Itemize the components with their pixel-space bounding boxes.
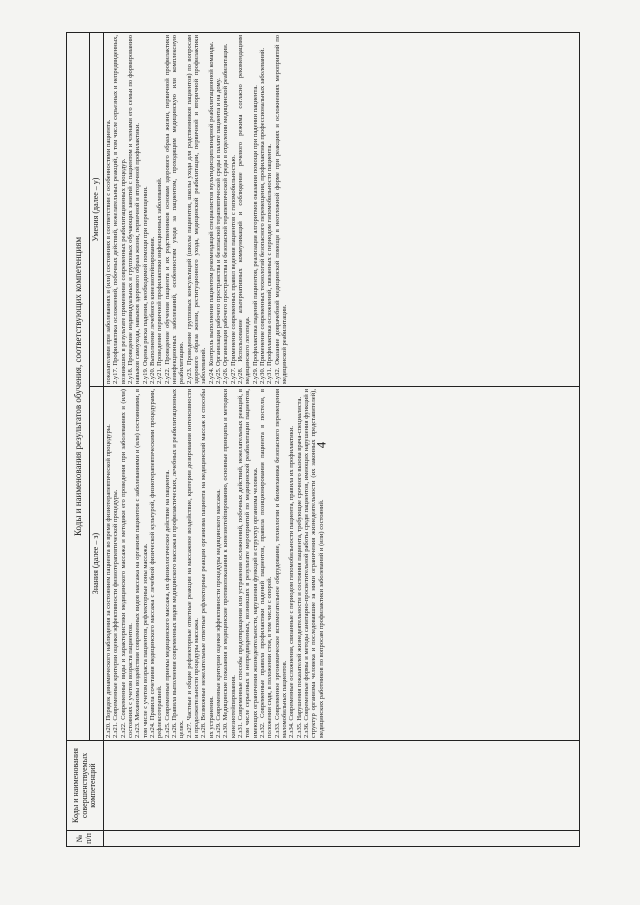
skill-item: 2.у25. Организация рабочего пространства и безопасной терапевтической среды в палате пациента и на дому. <box>214 78 222 384</box>
skill-item: 2.у22. Проведение обучения пациента и их родственников основам здорового образа жизни, первичной профилактики неинфекционных заболеваний, особенностям ухода за пациентом, проходящим медицинскую или комплексную реабилитацию. <box>163 35 186 384</box>
header-results: Коды и наименования результатов обучения, соответствующих компетенциям <box>67 33 90 741</box>
cell-skills <box>104 33 580 387</box>
cell-number <box>104 831 580 847</box>
page-number: 4 <box>313 441 329 449</box>
knowledge-item: 2.з20. Порядок динамического наблюдения за состоянием пациента во время физиотерапевтической процедуры. <box>105 424 112 738</box>
skill-item: 2.у19. Оценка риска падения, необходимой помощи при перемещении. <box>141 186 149 384</box>
knowledge-item: 2.з26. Правила выполнения современных видов медицинского массажа в профилактических, лечебных и реабилитационных целях. <box>170 389 186 738</box>
skill-item: 2.у23. Проведение групповых консультаций (школы пациентов, школы ухода для родственников пациентов) по вопросам здорового образа жизни, реституционного ухода, медицинской реабилитации, первичной и вторичной профилактики заболеваний. <box>185 35 208 384</box>
knowledge-item: 2.з34. Современные осложнения, связанные с периодом гипомобильности пациента, правила их профилактики. <box>288 426 296 738</box>
knowledge-item: 2.з27. Частные и общие рефлекторные ответные реакции на массажное воздействие, критерии дозирования интенсивности и продолжительности процедуры массажа. <box>185 389 200 738</box>
skill-item: 2.у26. Организация рабочего пространства и безопасной терапевтической среды в отделении медицинской реабилитации. <box>222 43 230 384</box>
knowledge-item: 2.з25. Современные приемы медицинского массажа, их физиологическое действие на пациента. <box>163 469 171 738</box>
header-competencies: Коды и наименования совершенствуемых компетенций <box>67 741 104 831</box>
skill-item: 2.у29. Профилактика падений пациентов, реализация алгоритмов оказания помощи при падении пациента. <box>251 85 259 384</box>
skill-item: 2.у27. Применение современных правил ведения пациентов с гипомобильностью. <box>229 155 237 384</box>
skill-item: показателями при заболеваниях и (или) состояниях в соответствии с особенностями пациента. <box>105 119 112 384</box>
skill-item: 2.у20. Выполнение лечебного кинезиотейпирования. <box>148 236 156 384</box>
skill-item: 2.у24. Контроль выполнения пациентом рекомендаций специалистов мультидисциплинарной реабилитационной команды. <box>207 41 215 384</box>
skill-item: 2.у17. Профилактика осложнений, побочных действий, нежелательных реакций, в том числе серьезных и непредвиденных, возникших в результате применения современных реабилитационных процедур. <box>112 35 127 384</box>
competencies-table <box>66 32 580 847</box>
rotated-table-wrapper <box>66 33 580 847</box>
knowledge-item: 2.з29. Современные критерии оценки эффективности процедуры медицинского массажа. <box>214 489 222 738</box>
skill-item: 2.у30. Применение современных технологий безопасного перемещения, профилактика профессиональных заболеваний. <box>258 47 266 384</box>
knowledge-item: 2.з32. Современные правила профилактики падений пациентов, правила позиционирования пациента в постели, в положении сидя, в положении стоя, в том числе с опорой. <box>258 389 274 738</box>
header-number: № п/п <box>67 831 104 847</box>
knowledge-item: 2.з28. Возможные нежелательные ответные рефлекторные реакции организма пациента на медицинский массаж и способы их устранения. <box>200 389 215 738</box>
skill-item: 2.у31. Профилактика осложнений, связанных с периодом гипомобильности пациента. <box>266 143 274 384</box>
knowledge-item: 2.з33. Современное эргономическое вспомогательное оборудование, технологии и биомеханика безопасного перемещения маломобильных пациентов. <box>273 389 288 738</box>
knowledge-item: 2.з22. Современные виды и характеристики медицинского массажа и методики его проведения при заболеваниях и (или) состояниях с учетом возраста пациентов. <box>119 389 134 738</box>
skill-item: 2.у21. Проведение первичной профилактики инфекционных заболеваний. <box>156 177 164 384</box>
knowledge-item: 2.з23. Механизмы воздействия современных видов массажа на организм пациентов с заболеваниями и (или) состояниями, в том числе с учетом возраста пациентов, рефлекторные зоны массажа. <box>134 389 149 738</box>
knowledge-item: 2.з30. Медицинские показания и медицинские противопоказания к кинезиотейпированию, основные принципы и методики кинезиотейпирования. <box>222 389 237 738</box>
header-knowledge: Знания (далее – з) <box>90 387 104 741</box>
knowledge-item: 2.з24. Правила сочетания медицинского массажа с лечебной физической культурой, физиотерапевтическими процедурами, рефлексотерапией. <box>148 389 164 738</box>
knowledge-item: 2.з35. Нарушения показателей жизнедеятельности и состояния пациента, требующие срочного вызова врача-специалиста. <box>295 396 303 738</box>
knowledge-item: 2.з31. Современные способы предотвращения или устранения осложнений, побочных действий, нежелательных реакций, в том числе серьезных и непредвиденных, возникших в результате мероприятий по медицинской реабилитации пациентов, имеющих ограничения жизнедеятельности, нарушения функций и структур организма человека. <box>236 389 259 738</box>
skill-item: 2.у32. Оказание доврачебной медицинской помощи в неотложной форме при реакциях и осложнениях мероприятий по медицинской реабилитации. <box>273 35 288 384</box>
knowledge-item: 2.з36. Современные формы и методы санитарно-просветительной работы среди пациентов, имеющих нарушения функций и структур организма человека и последовавшие за ними ограничения жизнедеятельности (их законных представителей), медицинских работников по вопросам профилактики заболеваний и (или) состояний. <box>302 389 325 738</box>
skill-item: 2.у28. Использование альтернативных коммуникаций и соблюдение речевого режима согласно рекомендациям медицинского логопеда. <box>236 35 252 384</box>
cell-knowledge <box>104 387 580 741</box>
knowledge-item: 2.з21. Современные критерии оценки эффективности физиотерапевтической процедуры. <box>112 489 120 738</box>
cell-competencies <box>104 741 580 831</box>
skill-item: 2.у18. Проведение индивидуальных и групповых обучающих занятий с пациентом и членами его семьи по формированию навыков самоухода, навыков здорового образа жизни, первичной и вторичной профилактики. <box>126 35 142 384</box>
header-skills: Умения (далее – у) <box>90 33 104 387</box>
